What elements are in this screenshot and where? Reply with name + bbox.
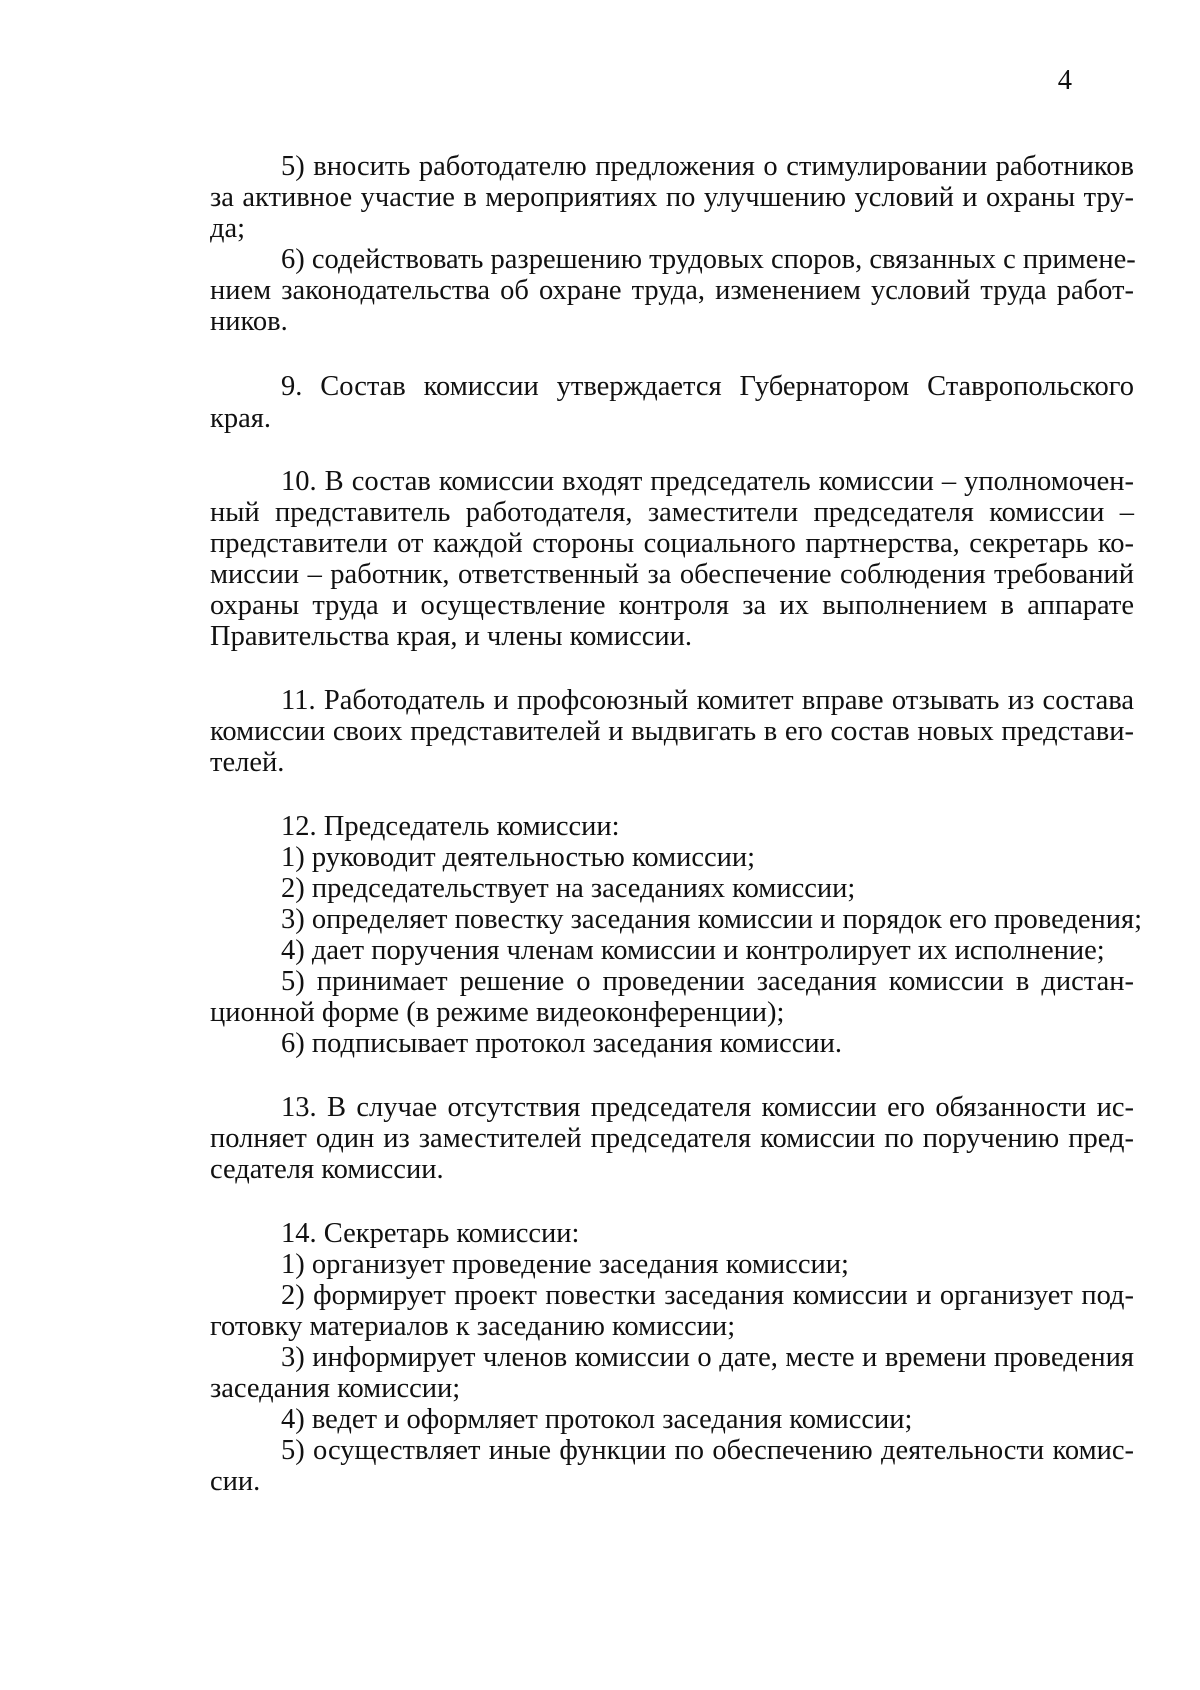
text-line: ников. bbox=[210, 306, 288, 337]
text-line: 13. В случае отсутствия председателя комиссии его обязанности ис- bbox=[281, 1092, 1134, 1123]
text-line: 10. В состав комиссии входят председатель комиссии – уполномочен- bbox=[281, 466, 1134, 497]
text-line: 14. Секретарь комиссии: bbox=[281, 1218, 580, 1249]
text-line: седателя комиссии. bbox=[210, 1154, 444, 1185]
text-line: полняет один из заместителей председателя комиссии по поручению пред- bbox=[210, 1123, 1134, 1154]
text-line: 3) информирует членов комиссии о дате, месте и времени проведения bbox=[281, 1342, 1134, 1373]
text-line: ный представитель работодателя, заместители председателя комиссии – bbox=[210, 497, 1134, 528]
text-line: 6) подписывает протокол заседания комиссии. bbox=[281, 1028, 843, 1059]
text-line: за активное участие в мероприятиях по улучшению условий и охраны тру- bbox=[210, 182, 1134, 213]
text-line: телей. bbox=[210, 747, 285, 778]
text-line: сии. bbox=[210, 1466, 261, 1497]
text-line: заседания комиссии; bbox=[210, 1373, 461, 1404]
text-line: 2) председательствует на заседаниях комиссии; bbox=[281, 873, 856, 904]
text-line: 5) принимает решение о проведении заседания комиссии в дистан- bbox=[281, 966, 1134, 997]
text-line: 1) руководит деятельностью комиссии; bbox=[281, 842, 756, 873]
text-line: комиссии своих представителей и выдвигать в его состав новых представи- bbox=[210, 716, 1134, 747]
text-line: Правительства края, и члены комиссии. bbox=[210, 621, 693, 652]
text-line: 1) организует проведение заседания комиссии; bbox=[281, 1249, 849, 1280]
text-line: миссии – работник, ответственный за обеспечение соблюдения требований bbox=[210, 559, 1134, 590]
text-line: 2) формирует проект повестки заседания комиссии и организует под- bbox=[281, 1280, 1134, 1311]
text-line: 3) определяет повестку заседания комиссии и порядок его проведения; bbox=[281, 904, 1143, 935]
text-line: охраны труда и осуществление контроля за их выполнением в аппарате bbox=[210, 590, 1134, 621]
text-line: края. bbox=[210, 403, 271, 434]
text-line: 5) вносить работодателю предложения о стимулировании работников bbox=[281, 151, 1134, 182]
text-line: готовку материалов к заседанию комиссии; bbox=[210, 1311, 736, 1342]
text-line: 5) осуществляет иные функции по обеспечению деятельности комис- bbox=[281, 1435, 1134, 1466]
text-line: да; bbox=[210, 213, 246, 244]
page-number: 4 bbox=[1057, 65, 1072, 96]
text-line: представители от каждой стороны социального партнерства, секретарь ко- bbox=[210, 528, 1134, 559]
text-line: 12. Председатель комиссии: bbox=[281, 811, 620, 842]
text-line: 9. Состав комиссии утверждается Губернатором Ставропольского bbox=[281, 371, 1134, 402]
text-line: 6) содействовать разрешению трудовых споров, связанных с примене- bbox=[281, 244, 1136, 275]
text-line: нием законодательства об охране труда, изменением условий труда работ- bbox=[210, 275, 1134, 306]
text-line: 4) дает поручения членам комиссии и контролирует их исполнение; bbox=[281, 935, 1105, 966]
text-line: 11. Работодатель и профсоюзный комитет вправе отзывать из состава bbox=[281, 685, 1134, 716]
text-line: 4) ведет и оформляет протокол заседания комиссии; bbox=[281, 1404, 913, 1435]
text-line: ционной форме (в режиме видеоконференции); bbox=[210, 997, 785, 1028]
